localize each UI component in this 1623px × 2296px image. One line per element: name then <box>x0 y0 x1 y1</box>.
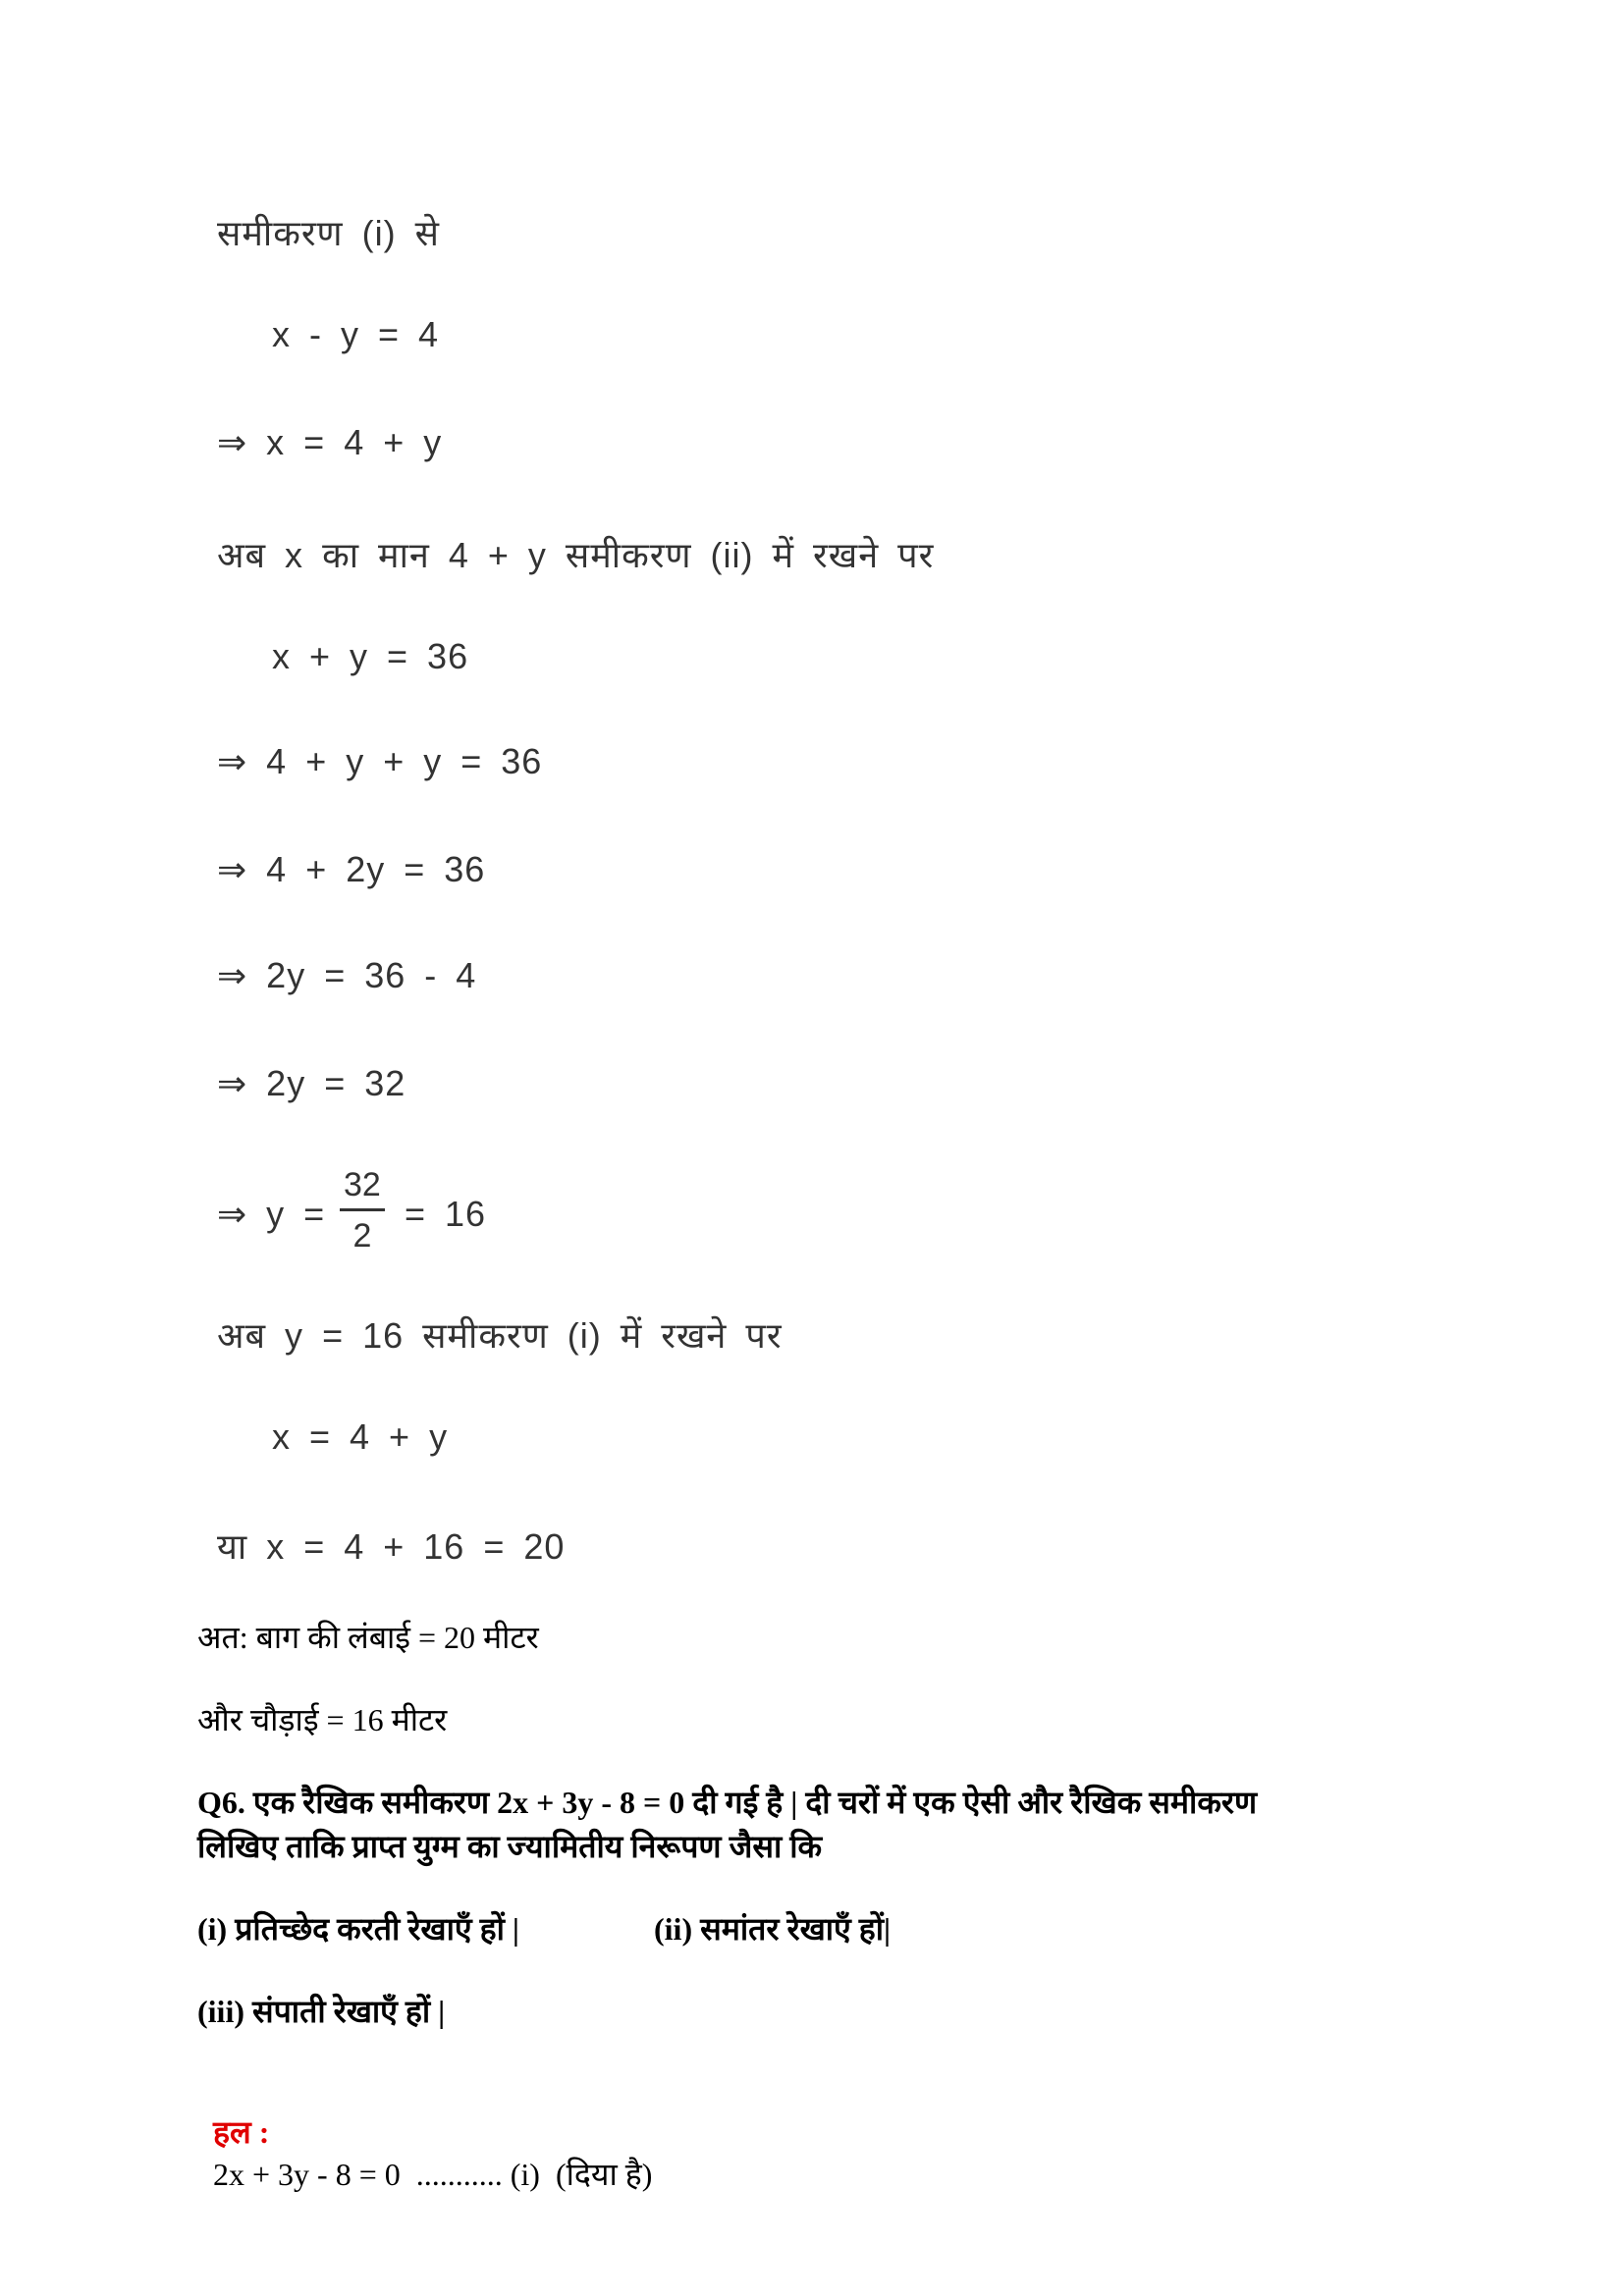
step-line: x = 4 + y <box>272 1416 449 1457</box>
question-line-2: लिखिए ताकि प्राप्त युग्म का ज्यामितीय निरूपण जैसा कि <box>197 1829 823 1864</box>
fraction-denominator: 2 <box>352 1217 372 1255</box>
fraction-prefix: ⇒ y = <box>217 1194 326 1234</box>
step-line: या x = 4 + 16 = 20 <box>217 1526 566 1567</box>
question-part-ii: (ii) समांतर रेखाएँ हों| <box>654 1911 892 1947</box>
answer-label: हल : <box>213 2114 270 2150</box>
fraction-numerator: 32 <box>340 1166 385 1211</box>
question-part-i: (i) प्रतिच्छेद करती रेखाएँ हों | <box>197 1911 519 1947</box>
fraction <box>340 1166 385 1255</box>
question-part-iii: (iii) संपाती रेखाएँ हों | <box>197 1994 446 2029</box>
answer-line <box>197 2074 652 2195</box>
step-line: ⇒ x = 4 + y <box>217 422 443 462</box>
conclusion-length: अत: बाग की लंबाई = 20 मीटर <box>197 1620 539 1655</box>
fraction-suffix: = 16 <box>405 1194 487 1234</box>
step-line: अब y = 16 समीकरण (i) में रखने पर <box>217 1315 783 1356</box>
question-line-1: Q6. एक रैखिक समीकरण 2x + 3y - 8 = 0 दी गई है | दी चरों में एक ऐसी और रैखिक समीकरण <box>197 1785 1258 1820</box>
step-line: x + y = 36 <box>272 636 469 676</box>
step-line: अब x का मान 4 + y समीकरण (ii) में रखने पर <box>217 535 935 575</box>
step-line: ⇒ 2y = 32 <box>217 1063 406 1103</box>
step-line: समीकरण (i) से <box>217 213 440 253</box>
step-line: ⇒ 4 + y + y = 36 <box>217 741 543 781</box>
step-line: x - y = 4 <box>272 314 440 354</box>
step-line: ⇒ 4 + 2y = 36 <box>217 849 486 889</box>
conclusion-width: और चौड़ाई = 16 मीटर <box>197 1702 448 1737</box>
step-line: ⇒ 2y = 36 - 4 <box>217 955 477 995</box>
answer-text: 2x + 3y - 8 = 0 ........... (i) (दिया है) <box>213 2157 653 2192</box>
